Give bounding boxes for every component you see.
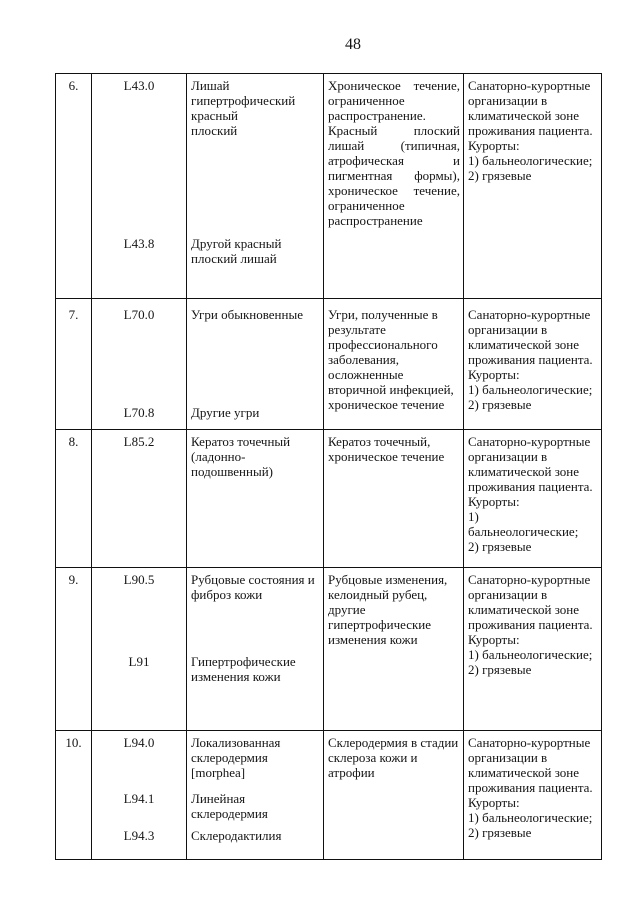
icd-code: L85.2 xyxy=(123,434,155,449)
diagnosis-name xyxy=(191,572,320,602)
description-cell xyxy=(323,74,463,298)
text-line: Лишай xyxy=(191,78,230,93)
text-line: Курорты: xyxy=(468,494,520,509)
text-line: изменения кожи xyxy=(328,632,418,647)
text-line: хроническое течение xyxy=(328,397,445,412)
text-line: распространение xyxy=(328,213,423,228)
treatment-recommendation xyxy=(468,572,598,677)
text-line: атрофическая и xyxy=(328,153,460,168)
text-line: склеродермия xyxy=(191,750,268,765)
text-line: климатической зоне xyxy=(468,464,580,479)
description-cell xyxy=(323,568,463,730)
text-line: подошвенный) xyxy=(191,464,273,479)
diagnosis-cell xyxy=(186,430,323,567)
text-line: Склеродермия в стадии xyxy=(328,735,459,750)
treatment-recommendation xyxy=(468,434,598,554)
diagnosis-name xyxy=(191,654,320,684)
text-line: ограниченное xyxy=(328,198,405,213)
text-line: 2) грязевые xyxy=(468,397,532,412)
text-line: фиброз кожи xyxy=(191,587,263,602)
disease-description xyxy=(328,307,460,412)
text-line: климатической зоне xyxy=(468,337,580,352)
diagnosis-name xyxy=(191,236,320,266)
disease-description xyxy=(328,78,460,228)
text-line: Санаторно-курортные xyxy=(468,307,591,322)
text-line: 2) грязевые xyxy=(468,168,532,183)
row-number: 9. xyxy=(68,572,79,587)
disease-description xyxy=(328,735,460,780)
disease-description xyxy=(328,572,460,647)
text-line: заболевания, xyxy=(328,352,399,367)
table-row xyxy=(56,429,601,567)
table-row xyxy=(56,74,601,298)
text-line: пигментная формы), xyxy=(328,168,460,183)
text-line: Хроническое течение, xyxy=(328,78,460,93)
text-line: вторичной инфекцией, xyxy=(328,382,454,397)
text-line: Рубцовые состояния и xyxy=(191,572,315,587)
description-cell xyxy=(323,731,463,859)
text-line: келоидный рубец, xyxy=(328,587,428,602)
text-line: 2) грязевые xyxy=(468,539,532,554)
text-line: склероза кожи и xyxy=(328,750,418,765)
text-line: 1) xyxy=(468,509,479,524)
icd-code: L94.3 xyxy=(123,828,155,843)
text-line: Другой красный xyxy=(191,236,282,251)
disease-description xyxy=(328,434,460,464)
text-line: Рубцовые изменения, xyxy=(328,572,448,587)
text-line: Курорты: xyxy=(468,367,520,382)
text-line: 1) бальнеологические; xyxy=(468,647,593,662)
text-line: климатической зоне xyxy=(468,108,580,123)
text-line: 1) бальнеологические; xyxy=(468,810,593,825)
row-number: 8. xyxy=(68,434,79,449)
treatment-recommendation xyxy=(468,307,598,412)
text-line: Курорты: xyxy=(468,795,520,810)
icd-code: L91 xyxy=(128,654,150,669)
icd-code: L43.8 xyxy=(123,236,155,251)
text-line: Угри, полученные в xyxy=(328,307,438,322)
text-line: другие xyxy=(328,602,366,617)
row-number-cell xyxy=(56,430,91,567)
text-line: организации в xyxy=(468,750,548,765)
diagnosis-cell xyxy=(186,731,323,859)
diagnosis-cell xyxy=(186,299,323,429)
text-line: организации в xyxy=(468,587,548,602)
text-line: результате xyxy=(328,322,386,337)
text-line: Склеродактилия xyxy=(191,828,282,843)
text-line: организации в xyxy=(468,93,548,108)
text-line: осложненные xyxy=(328,367,404,382)
diagnosis-name xyxy=(191,791,320,821)
text-line: (ладонно- xyxy=(191,449,246,464)
text-line: изменения кожи xyxy=(191,669,281,684)
diagnosis-name xyxy=(191,307,320,322)
treatment-recommendation xyxy=(468,735,598,840)
text-line: Санаторно-курортные xyxy=(468,434,591,449)
icd-code: L43.0 xyxy=(123,78,155,93)
row-number-cell xyxy=(56,731,91,859)
text-line: проживания пациента. xyxy=(468,123,593,138)
text-line: климатической зоне xyxy=(468,765,580,780)
recommendation-cell xyxy=(463,430,601,567)
recommendation-cell xyxy=(463,299,601,429)
row-number: 10. xyxy=(65,735,82,750)
text-line: Санаторно-курортные xyxy=(468,78,591,93)
text-line: Санаторно-курортные xyxy=(468,735,591,750)
row-number-cell xyxy=(56,299,91,429)
text-line: хроническое течение xyxy=(328,449,445,464)
disease-table xyxy=(55,73,602,860)
diagnosis-name xyxy=(191,78,320,138)
code-cell xyxy=(91,74,186,298)
text-line: проживания пациента. xyxy=(468,352,593,367)
text-line: красный xyxy=(191,108,239,123)
text-line: гипертрофический xyxy=(191,93,296,108)
text-line: Локализованная xyxy=(191,735,281,750)
recommendation-cell xyxy=(463,568,601,730)
recommendation-cell xyxy=(463,731,601,859)
text-line: плоский лишай xyxy=(191,251,277,266)
text-line: Линейная xyxy=(191,791,246,806)
text-line: 1) бальнеологические; xyxy=(468,382,593,397)
text-line: организации в xyxy=(468,449,548,464)
description-cell xyxy=(323,430,463,567)
text-line: лишай (типичная, xyxy=(328,138,460,153)
text-line: проживания пациента. xyxy=(468,479,593,494)
text-line: профессионального xyxy=(328,337,438,352)
diagnosis-name xyxy=(191,405,320,420)
row-number-cell xyxy=(56,74,91,298)
text-line: Курорты: xyxy=(468,632,520,647)
diagnosis-name xyxy=(191,828,320,843)
icd-code: L70.0 xyxy=(123,307,155,322)
text-line: распространение. xyxy=(328,108,426,123)
text-line: проживания пациента. xyxy=(468,617,593,632)
description-cell xyxy=(323,299,463,429)
text-line: [morphea] xyxy=(191,765,246,780)
text-line: Гипертрофические xyxy=(191,654,296,669)
code-cell xyxy=(91,430,186,567)
text-line: Кератоз точечный xyxy=(191,434,291,449)
text-line: 2) грязевые xyxy=(468,662,532,677)
row-number: 6. xyxy=(68,78,79,93)
diagnosis-cell xyxy=(186,568,323,730)
code-cell xyxy=(91,299,186,429)
text-line: проживания пациента. xyxy=(468,780,593,795)
table-row xyxy=(56,730,601,859)
code-cell xyxy=(91,568,186,730)
text-line: организации в xyxy=(468,322,548,337)
icd-code: L94.0 xyxy=(123,735,155,750)
text-line: климатической зоне xyxy=(468,602,580,617)
text-line: 1) бальнеологические; xyxy=(468,153,593,168)
text-line: Красный плоский xyxy=(328,123,460,138)
text-line: Курорты: xyxy=(468,138,520,153)
text-line: Санаторно-курортные xyxy=(468,572,591,587)
treatment-recommendation xyxy=(468,78,598,183)
icd-code: L90.5 xyxy=(123,572,155,587)
text-line: Кератоз точечный, xyxy=(328,434,431,449)
icd-code: L70.8 xyxy=(123,405,155,420)
text-line: атрофии xyxy=(328,765,375,780)
code-cell xyxy=(91,731,186,859)
text-line: плоский xyxy=(191,123,238,138)
row-number: 7. xyxy=(68,307,79,322)
text-line: 2) грязевые xyxy=(468,825,532,840)
diagnosis-name xyxy=(191,434,320,479)
text-line: склеродермия xyxy=(191,806,268,821)
diagnosis-name xyxy=(191,735,320,780)
table-row xyxy=(56,298,601,429)
table-row xyxy=(56,567,601,730)
text-line: Угри обыкновенные xyxy=(191,307,303,322)
text-line: хроническое течение, xyxy=(328,183,460,198)
diagnosis-cell xyxy=(186,74,323,298)
text-line: Другие угри xyxy=(191,405,260,420)
row-number-cell xyxy=(56,568,91,730)
recommendation-cell xyxy=(463,74,601,298)
text-line: бальнеологические; xyxy=(468,524,579,539)
page-number: 48 xyxy=(345,36,361,53)
text-line: гипертрофические xyxy=(328,617,432,632)
text-line: ограниченное xyxy=(328,93,405,108)
icd-code: L94.1 xyxy=(123,791,155,806)
